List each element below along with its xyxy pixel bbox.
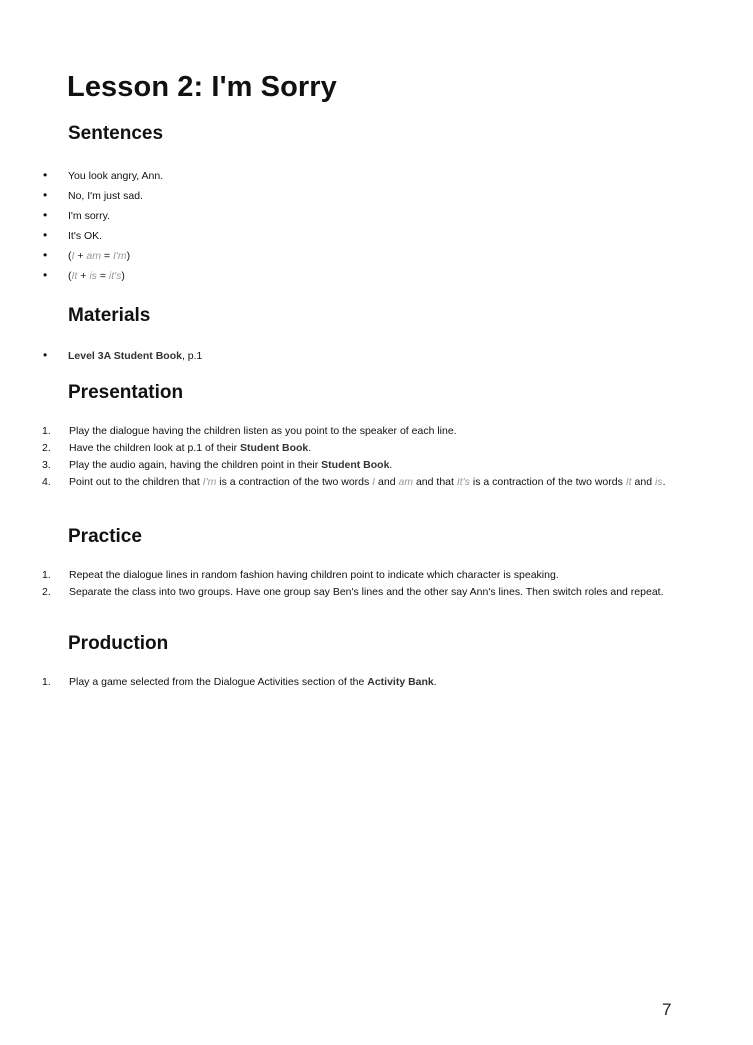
step-number: 2. bbox=[42, 442, 51, 454]
list-item bbox=[40, 209, 163, 229]
step-text: and bbox=[375, 476, 399, 488]
list-item bbox=[40, 189, 163, 209]
book-title: Level 3A Student Book bbox=[68, 350, 182, 362]
step-text: Separate the class into two groups. Have one group say Ben's lines and the other say Ann's lines. Then switch roles and repeat. bbox=[69, 586, 664, 598]
step-text: is a contraction of the two words bbox=[469, 476, 626, 488]
step-text: Play the dialogue having the children listen as you point to the speaker of each line. bbox=[69, 425, 457, 437]
paren: ( bbox=[68, 270, 72, 282]
sentence-text: I'm sorry. bbox=[68, 210, 111, 222]
presentation-steps bbox=[42, 424, 682, 492]
practice-heading: Practice bbox=[68, 526, 142, 547]
punctuation: . bbox=[433, 676, 437, 688]
list-item bbox=[42, 675, 682, 689]
list-item bbox=[40, 249, 163, 269]
step-text: Repeat the dialogue lines in random fashion having children point to indicate which character is speaking. bbox=[69, 569, 559, 581]
equals-sign: = bbox=[96, 270, 109, 282]
paren: ) bbox=[121, 270, 125, 282]
plus-sign: + bbox=[74, 250, 87, 262]
contraction-rule bbox=[68, 250, 130, 262]
word-b: is bbox=[89, 270, 97, 282]
page-number: 7 bbox=[662, 1000, 672, 1019]
contraction: I'm bbox=[112, 250, 127, 262]
example-word: is bbox=[654, 476, 663, 488]
sentences-heading: Sentences bbox=[68, 123, 164, 144]
step-number: 3. bbox=[42, 459, 51, 471]
materials-heading: Materials bbox=[68, 305, 151, 326]
list-item bbox=[42, 568, 682, 582]
step-text: is a contraction of the two words bbox=[216, 476, 373, 488]
step-text: Play the audio again, having the children point in their bbox=[69, 459, 322, 471]
punctuation: . bbox=[308, 442, 312, 454]
practice-steps bbox=[42, 568, 682, 602]
step-number: 4. bbox=[42, 476, 51, 488]
example-word: It bbox=[625, 476, 632, 488]
punctuation: . bbox=[662, 476, 666, 488]
step-number: 2. bbox=[42, 586, 51, 598]
list-item bbox=[40, 349, 202, 369]
materials-list bbox=[40, 349, 202, 369]
equals-sign: = bbox=[100, 250, 113, 262]
paren: ) bbox=[126, 250, 131, 262]
example-word: I'm bbox=[202, 476, 217, 488]
contraction: it's bbox=[108, 270, 122, 282]
example-word: It's bbox=[456, 476, 470, 488]
paren: ( bbox=[68, 250, 72, 262]
example-word: I bbox=[372, 476, 376, 488]
list-item bbox=[40, 229, 163, 249]
step-text: Play a game selected from the Dialogue Activities section of the bbox=[69, 676, 368, 688]
contraction-rule bbox=[68, 270, 125, 282]
sentences-list bbox=[40, 169, 163, 289]
punctuation: . bbox=[389, 459, 393, 471]
step-text: Point out to the children that bbox=[69, 476, 203, 488]
page-ref: , p.1 bbox=[181, 350, 203, 362]
list-item bbox=[42, 458, 682, 472]
word-b: am bbox=[86, 250, 101, 262]
step-number: 1. bbox=[42, 425, 51, 437]
book-reference: Student Book bbox=[321, 459, 390, 471]
plus-sign: + bbox=[77, 270, 90, 282]
production-steps bbox=[42, 675, 682, 692]
step-number: 1. bbox=[42, 569, 51, 581]
step-text: Have the children look at p.1 of their bbox=[69, 442, 241, 454]
book-reference: Student Book bbox=[240, 442, 309, 454]
production-heading: Production bbox=[68, 633, 169, 654]
list-item bbox=[40, 269, 163, 289]
step-number: 1. bbox=[42, 676, 51, 688]
step-text: and that bbox=[413, 476, 457, 488]
list-item bbox=[42, 585, 682, 599]
word-a: It bbox=[71, 270, 78, 282]
lesson-title: Lesson 2: I'm Sorry bbox=[67, 71, 337, 103]
list-item bbox=[42, 441, 682, 455]
sentence-text: You look angry, Ann. bbox=[68, 170, 164, 182]
list-item bbox=[42, 424, 682, 438]
book-reference: Activity Bank bbox=[367, 676, 434, 688]
list-item bbox=[40, 169, 163, 189]
step-text: and bbox=[631, 476, 655, 488]
presentation-heading: Presentation bbox=[68, 382, 184, 403]
sentence-text: No, I'm just sad. bbox=[68, 190, 143, 202]
word-a: I bbox=[71, 250, 75, 262]
list-item bbox=[42, 475, 682, 489]
example-word: am bbox=[398, 476, 414, 488]
sentence-text: It's OK. bbox=[68, 230, 103, 242]
